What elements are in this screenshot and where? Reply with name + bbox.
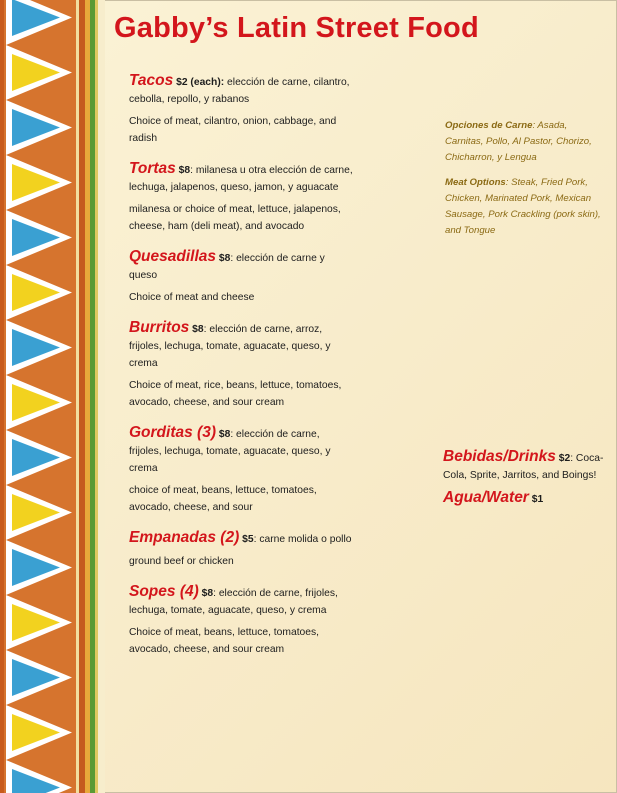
meat-options-es-label: Opciones de Carne: [445, 120, 533, 131]
meat-options-es: [445, 118, 605, 166]
item-name: Gorditas (3): [129, 424, 216, 441]
item-description-en: Choice of meat, rice, beans, lettuce, tomatoes, avocado, cheese, and sour cream: [129, 380, 342, 408]
meat-options-en: [445, 175, 605, 239]
item-price: $8: [218, 253, 231, 264]
meat-options-en-label: Meat Options: [445, 177, 506, 188]
decorative-border: [0, 0, 105, 793]
meat-options-en-text: : Steak, Fried Pork, Chicken, Marinated Pork, Mexican Sausage, Pork Crackling (pork skin), and Tongue: [445, 177, 601, 236]
item-description: : Coca-Cola, Sprite, Jarritos, and Boings!: [443, 453, 604, 481]
item-price: $5: [242, 534, 254, 545]
item-name: Quesadillas: [129, 248, 217, 265]
item-price: $8: [218, 429, 231, 440]
item-description-es: : milanesa u otra elección de carne, lechuga, jalapenos, queso, jamon, y aguacate: [129, 165, 353, 193]
item-description-en: Choice of meat, cilantro, onion, cabbage, and radish: [129, 116, 337, 144]
drinks-section: [443, 448, 608, 513]
item-description-es: elección de carne, cilantro, cebolla, repollo, y rabanos: [129, 77, 350, 105]
item-name: Bebidas/Drinks: [443, 448, 556, 465]
meat-options-es-text: : Asada, Carnitas, Pollo, Al Pastor, Chorizo, Chicharron, y Lengua: [445, 120, 592, 163]
item-name: Tortas: [129, 160, 176, 177]
menu-item-gorditas: [129, 424, 354, 516]
item-description-es: : elección de carne, frijoles, lechuga, tomate, aguacate, queso, y crema: [129, 588, 338, 616]
menu-item-empanadas: [129, 529, 354, 570]
item-description-es: : carne molida o pollo: [253, 534, 352, 545]
menu-items: [129, 72, 354, 671]
item-name: Burritos: [129, 319, 190, 336]
meat-options: [445, 118, 605, 248]
menu-item-tortas: [129, 160, 354, 235]
item-description-en: choice of meat, beans, lettuce, tomatoes, avocado, cheese, and sour: [129, 485, 317, 513]
menu-item-quesadillas: [129, 248, 354, 306]
item-price: $2: [558, 453, 571, 464]
item-name: Empanadas (2): [129, 529, 240, 546]
item-price: $8: [192, 324, 204, 335]
item-price: $8: [201, 588, 214, 599]
item-description-es: : elección de carne y queso: [129, 253, 325, 281]
item-description-es: : elección de carne, arroz, frijoles, lechuga, tomate, aguacate, queso, y crema: [129, 324, 331, 369]
item-description-en: ground beef or chicken: [129, 556, 234, 567]
page-title: Gabby’s Latin Street Food: [114, 12, 479, 44]
item-name: Tacos: [129, 72, 174, 89]
menu-item-sopes: [129, 583, 354, 658]
item-description-en: Choice of meat, beans, lettuce, tomatoes, avocado, cheese, and sour cream: [129, 627, 320, 655]
menu-item-drinks: [443, 448, 608, 484]
item-description-en: Choice of meat and cheese: [129, 292, 255, 303]
item-name: Agua/Water: [443, 489, 529, 506]
item-price: $8: [178, 165, 191, 176]
menu-item-burritos: [129, 319, 354, 411]
menu-item-water: [443, 489, 608, 508]
item-price: $1: [531, 494, 544, 505]
item-name: Sopes (4): [129, 583, 199, 600]
menu-item-tacos: [129, 72, 354, 147]
item-description-en: milanesa or choice of meat, lettuce, jalapenos, cheese, ham (deli meat), and avocado: [129, 204, 341, 232]
item-price: $2 (each):: [176, 77, 225, 88]
item-description-es: : elección de carne, frijoles, lechuga, tomate, aguacate, queso, y crema: [129, 429, 331, 474]
